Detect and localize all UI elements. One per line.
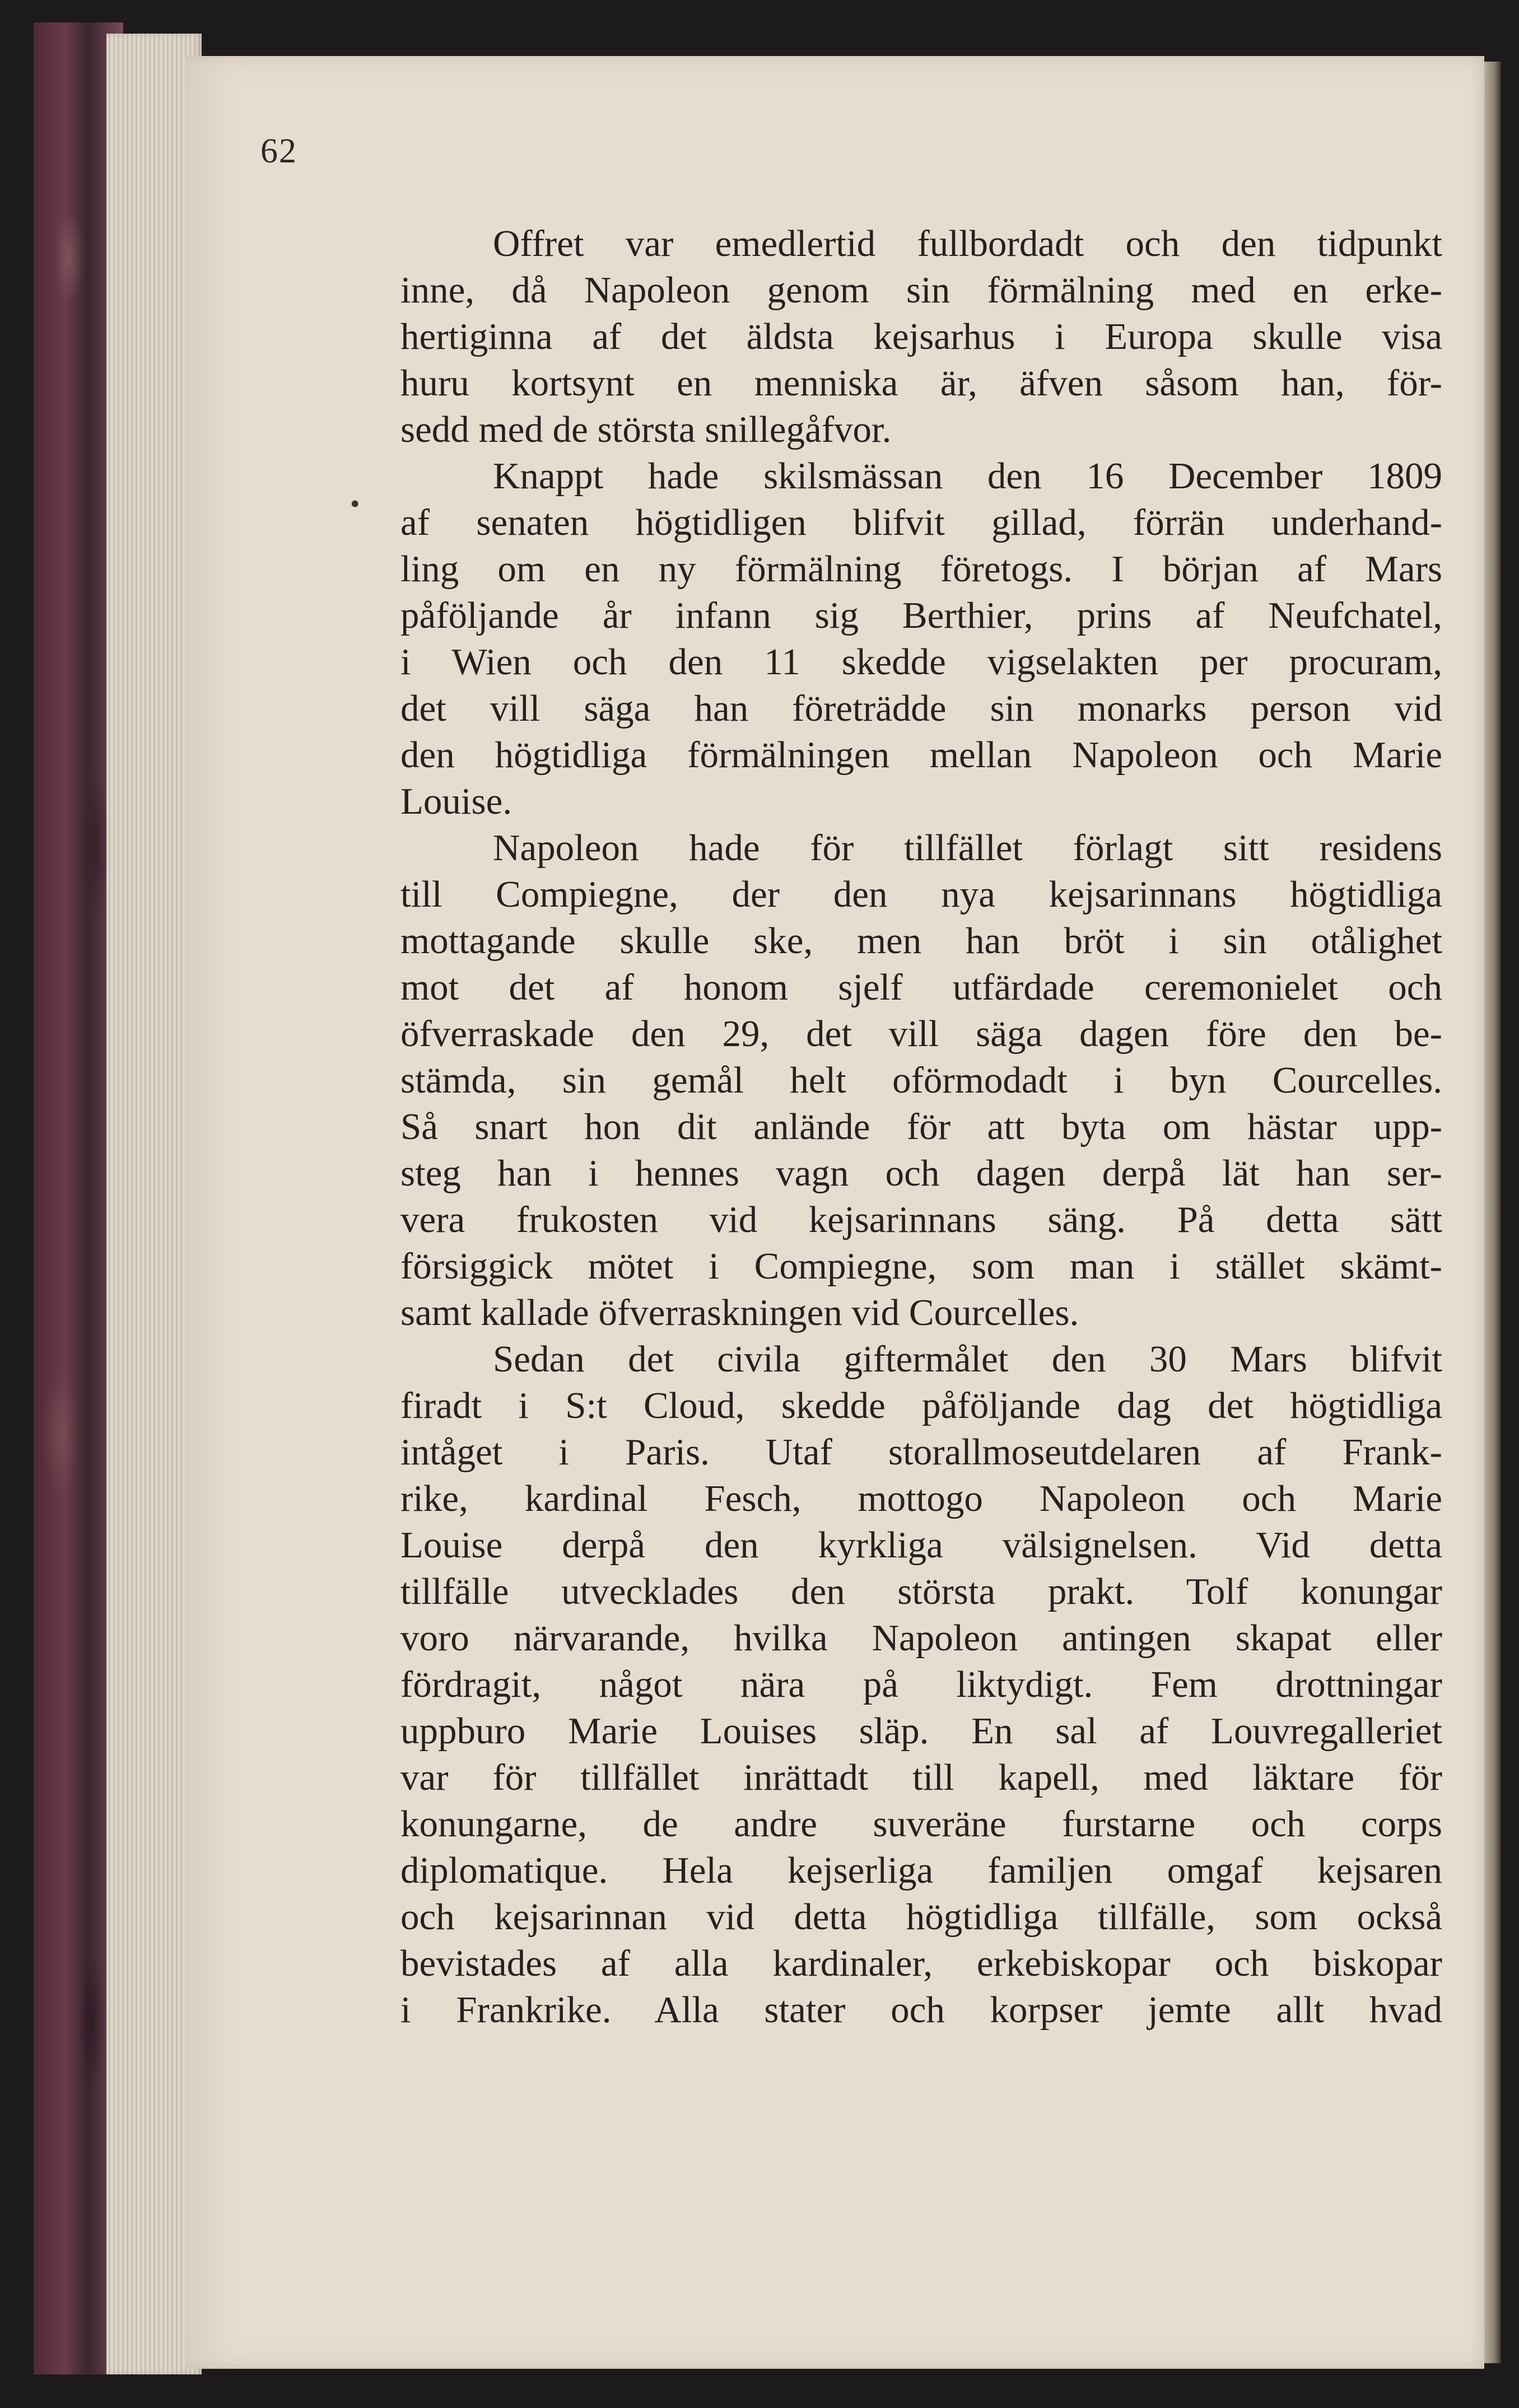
text-line: hertiginna af det äldsta kejsarhus i Europa skulle visa	[400, 316, 1442, 357]
text-line: inne, då Napoleon genom sin förmälning med en erke-	[400, 269, 1442, 311]
text-line: firadt i S:t Cloud, skedde påföljande dag det högtidliga	[400, 1385, 1442, 1426]
text-line: fördragit, något nära på liktydigt. Fem drottningar	[400, 1664, 1442, 1705]
text-line: rike, kardinal Fesch, mottogo Napoleon och Marie	[400, 1478, 1442, 1519]
text-line: mottagande skulle ske, men han bröt i sin otålighet	[400, 920, 1442, 962]
text-line: huru kortsynt en menniska är, äfven såsom han, för-	[400, 362, 1442, 404]
text-line: var för tillfället inrättadt till kapell, med läktare för	[400, 1757, 1442, 1798]
text-line: mot det af honom sjelf utfärdade ceremonielet och	[400, 967, 1442, 1008]
text-line: Så snart hon dit anlände för att byta om hästar upp-	[400, 1106, 1442, 1147]
text-line: steg han i hennes vagn och dagen derpå lät han ser-	[400, 1152, 1442, 1194]
text-line: i Wien och den 11 skedde vigselakten per procuram,	[400, 641, 1442, 683]
text-line: till Compiegne, der den nya kejsarinnans högtidliga	[400, 874, 1442, 915]
text-line: bevistades af alla kardinaler, erkebiskopar och biskopar	[400, 1943, 1442, 1984]
text-line: påföljande år infann sig Berthier, prins af Neufchatel,	[400, 595, 1442, 636]
text-line: det vill säga han företrädde sin monarks person vid	[400, 688, 1442, 729]
text-line: vera frukosten vid kejsarinnans säng. På detta sätt	[400, 1199, 1442, 1240]
text-line: Louise.	[400, 781, 512, 822]
text-line: diplomatique. Hela kejserliga familjen omgaf kejsaren	[400, 1850, 1442, 1891]
text-line: samt kallade öfverraskningen vid Courcelles.	[400, 1292, 1079, 1333]
text-line: öfverraskade den 29, det vill säga dagen före den be-	[400, 1013, 1442, 1054]
text-line: och kejsarinnan vid detta högtidliga tillfälle, som också	[400, 1896, 1442, 1938]
text-line: intåget i Paris. Utaf storallmoseutdelaren af Frank-	[400, 1431, 1442, 1473]
text-line: konungarne, de andre suveräne furstarne och corps	[400, 1803, 1442, 1845]
text-line: uppburo Marie Louises släp. En sal af Louvregalleriet	[400, 1710, 1442, 1752]
margin-mark: •	[350, 488, 360, 519]
text-line: af senaten högtidligen blifvit gillad, förrän underhand-	[400, 502, 1442, 543]
text-line: försiggick mötet i Compiegne, som man i stället skämt-	[400, 1245, 1442, 1287]
page-number: 62	[260, 132, 297, 170]
text-line: i Frankrike. Alla stater och korpser jemte allt hvad	[400, 1989, 1442, 2031]
text-line: stämda, sin gemål helt oförmodadt i byn Courcelles.	[400, 1060, 1442, 1101]
text-line: voro närvarande, hvilka Napoleon antingen skapat eller	[400, 1617, 1442, 1659]
text-line: Louise derpå den kyrkliga välsignelsen. Vid detta	[400, 1524, 1442, 1566]
text-line: Napoleon hade för tillfället förlagt sitt residens	[493, 827, 1442, 869]
text-line: sedd med de största snillegåfvor.	[400, 409, 892, 450]
text-line: tillfälle utvecklades den största prakt. Tolf konungar	[400, 1571, 1442, 1612]
text-line: Knappt hade skilsmässan den 16 December 1809	[493, 455, 1442, 497]
text-line: Offret var emedlertid fullbordadt och den tidpunkt	[493, 223, 1442, 264]
text-line: den högtidliga förmälningen mellan Napoleon och Marie	[400, 734, 1442, 776]
text-line: ling om en ny förmälning företogs. I början af Mars	[400, 548, 1442, 590]
text-line: Sedan det civila giftermålet den 30 Mars blifvit	[493, 1338, 1442, 1380]
